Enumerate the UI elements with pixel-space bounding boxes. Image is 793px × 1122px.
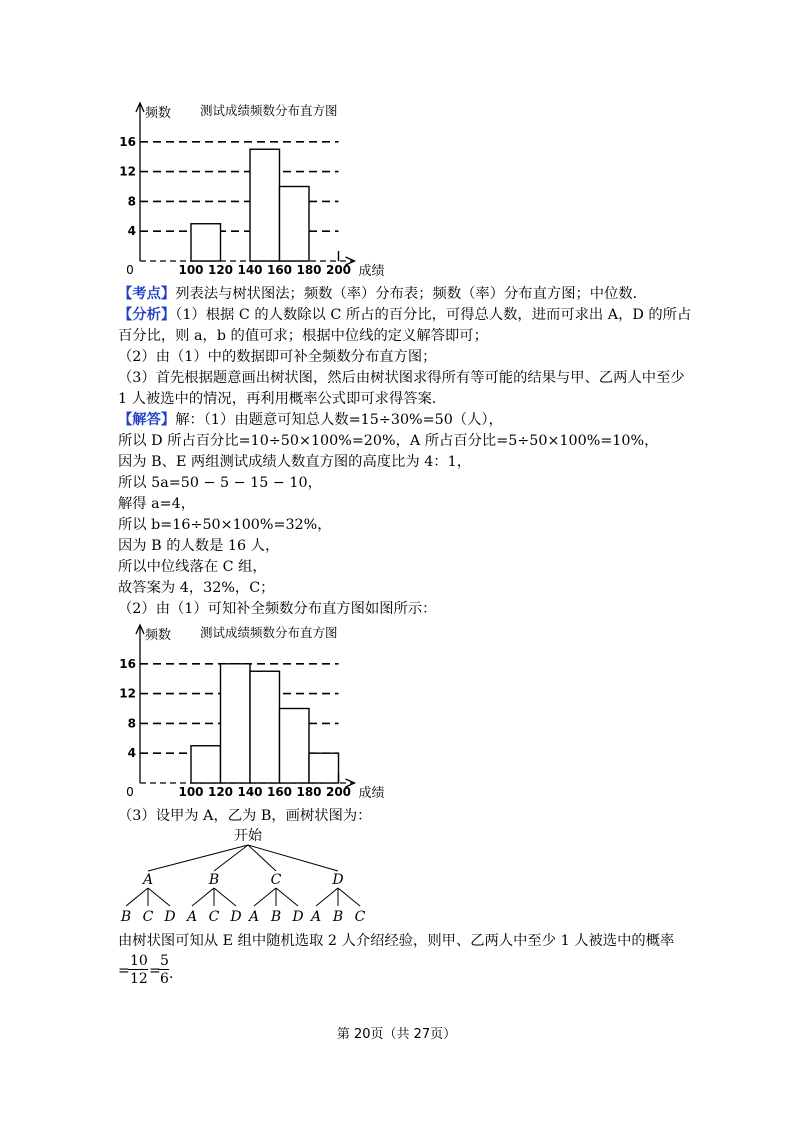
histogram-bar <box>221 664 251 783</box>
tree-node-label: B <box>208 872 220 888</box>
tree-branch <box>316 888 338 906</box>
tree-node-label: C <box>270 872 282 888</box>
tree-leaf-label: A <box>310 909 322 925</box>
histogram-bar <box>309 753 339 783</box>
fenxi-line-1 <box>118 305 691 325</box>
tree-branch <box>276 888 298 906</box>
prob-equals: = <box>118 963 130 979</box>
x-tick-label: 100 <box>178 785 204 799</box>
y-tick-label: 4 <box>127 224 136 239</box>
jieda-line-5: 解得 a=4， <box>118 496 196 512</box>
tree-branch <box>214 845 248 871</box>
tree-node-label: A <box>142 872 154 888</box>
fraction-1-bar <box>128 969 148 970</box>
jieda-line-2: 所以 D 所占百分比=10÷50×100%=20%，A 所占百分比=5÷50×100%=10%， <box>118 433 659 449</box>
x-tick-label: 160 <box>266 263 293 277</box>
fraction-2-numerator: 5 <box>160 953 169 969</box>
y-tick-label: 8 <box>127 194 136 209</box>
x-tick-label: 140 <box>237 785 263 799</box>
tree-branch <box>192 888 214 906</box>
origin-label: 0 <box>126 785 134 799</box>
fenxi-line-3: （3）首先根据题意画出树状图，然后由树状图求得所有等可能的结果与甲、乙两人中至少 <box>118 370 685 386</box>
kaodian-line <box>118 284 647 304</box>
fenxi-tag: 【分析】 <box>118 307 176 323</box>
tree-branch <box>148 845 248 871</box>
tree-branch <box>338 888 360 906</box>
y-tick-label: 16 <box>119 134 136 149</box>
fraction-2-denominator: 6 <box>160 971 169 987</box>
x-tick-label: 180 <box>296 263 322 277</box>
tree-branch <box>126 888 148 906</box>
histogram-bar <box>280 187 310 262</box>
histogram-bar <box>191 224 221 261</box>
fenxi-line-1b: 百分比，则 a，b 的值可求；根据中位线的定义解答即可； <box>118 328 488 344</box>
y-tick-label: 4 <box>127 746 136 761</box>
x-tick-label: 140 <box>237 263 263 277</box>
tree-branch <box>214 888 236 906</box>
fraction-equals: = <box>149 963 161 979</box>
tree-leaf-label: C <box>208 909 220 925</box>
tree-branch <box>254 888 276 906</box>
jieda-text-1: 解：（1）由题意可知总人数=15÷30%=50（人）， <box>175 412 503 428</box>
tree-leaf-label: B <box>270 909 282 925</box>
jieda-line-3: 因为 B、E 两组测试成绩人数直方图的高度比为 4：1， <box>118 454 472 470</box>
y-tick-label: 12 <box>119 164 136 179</box>
tree-leaf-label: B <box>120 909 132 925</box>
tree-branch <box>148 888 170 906</box>
chart-title: 测试成绩频数分布直方图 <box>200 103 338 118</box>
tree-diagram <box>110 826 400 930</box>
jieda-line-6: 所以 b=16÷50×100%=32%， <box>118 517 332 533</box>
kaodian-text: 列表法与树状图法；频数（率）分布表；频数（率）分布直方图；中位数． <box>175 286 647 302</box>
tree-root-label: 开始 <box>234 828 262 844</box>
y-tick-label: 8 <box>127 716 136 731</box>
jieda-line-7: 因为 B 的人数是 16 人， <box>118 538 280 554</box>
origin-label: 0 <box>126 263 134 277</box>
tree-leaf-label: B <box>332 909 344 925</box>
jieda-line-9: 故答案为 4，32%，C； <box>118 580 275 596</box>
kaodian-tag: 【考点】 <box>118 286 176 302</box>
x-tick-label: 120 <box>207 263 234 277</box>
histogram-incomplete <box>110 98 400 280</box>
jieda-line-12: 由树状图可知从 E 组中随机选取 2 人介绍经验，则甲、乙两人中至少 1 人被选中的概率 <box>118 933 675 949</box>
x-tick-label: 200 <box>325 785 352 799</box>
fenxi-line-2: （2）由（1）中的数据即可补全频数分布直方图； <box>118 349 437 365</box>
tree-leaf-label: A <box>186 909 198 925</box>
fraction-1-numerator: 10 <box>130 953 148 969</box>
jieda-line-11: （3）设甲为 A，乙为 B，画树状图为： <box>118 808 372 824</box>
y-tick-label: 12 <box>119 686 136 701</box>
y-axis-label: 频数 <box>145 106 172 121</box>
fenxi-text-1: （1）根据 C 的人数除以 C 所占的百分比，可得总人数，进而可求出 A，D 的所占 <box>175 307 692 323</box>
tree-leaf-label: D <box>164 909 176 925</box>
fenxi-line-3b: 1 人被选中的情况，再利用概率公式即可求得答案． <box>118 391 447 407</box>
x-axis-label: 成绩 <box>358 786 385 801</box>
prob-end-mark: ． <box>169 966 183 982</box>
page-footer: 第 20页（共 27页） <box>336 1027 457 1042</box>
tree-leaf-label: C <box>142 909 154 925</box>
jieda-line-8: 所以中位线落在 C 组， <box>118 559 267 575</box>
jieda-line-1 <box>118 410 503 430</box>
x-tick-label: 100 <box>178 263 204 277</box>
histogram-bar <box>250 671 280 783</box>
x-tick-label: 180 <box>296 785 322 799</box>
tree-leaf-label: C <box>354 909 366 925</box>
chart-title: 测试成绩频数分布直方图 <box>200 625 338 640</box>
tree-leaf-label: D <box>230 909 242 925</box>
histogram-complete <box>110 620 400 802</box>
x-tick-label: 160 <box>266 785 293 799</box>
tree-node-label: D <box>332 872 344 888</box>
y-tick-label: 16 <box>119 656 136 671</box>
fraction-2-bar <box>158 969 169 970</box>
y-axis-label: 频数 <box>145 628 172 643</box>
histogram-bar <box>280 709 310 784</box>
x-tick-label: 200 <box>325 263 352 277</box>
jieda-line-10: （2）由（1）可知补全频数分布直方图如图所示： <box>118 601 437 617</box>
jieda-tag: 【解答】 <box>118 412 176 428</box>
fraction-1-denominator: 12 <box>130 971 148 987</box>
tree-leaf-label: A <box>248 909 260 925</box>
histogram-bar <box>191 746 221 783</box>
tree-leaf-label: D <box>292 909 304 925</box>
probability-expression <box>118 952 208 992</box>
x-tick-label: 120 <box>207 785 234 799</box>
x-axis-label: 成绩 <box>358 264 385 279</box>
jieda-line-4: 所以 5a=50 − 5 − 15 − 10， <box>118 475 322 491</box>
histogram-bar <box>250 149 280 261</box>
